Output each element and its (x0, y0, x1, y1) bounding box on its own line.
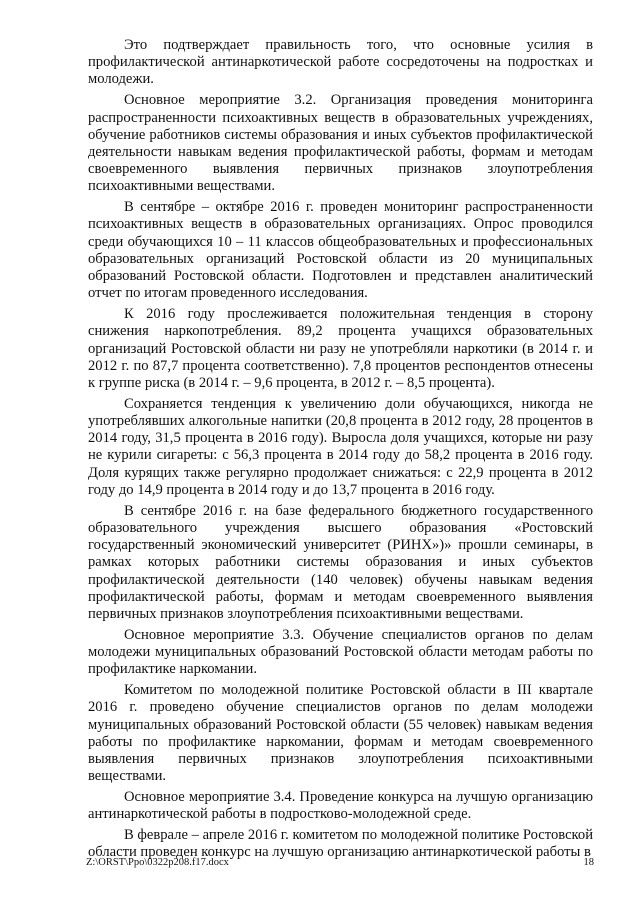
paragraph: Это подтверждает правильность того, что основные усилия в профилактической антинаркотической работе сосредоточены на подростках и молодежи. (88, 37, 593, 88)
paragraph: Сохраняется тенденция к увеличению доли обучающихся, никогда не употреблявших алкогольные напитки (20,8 процента в 2012 году, 28 процентов в 2014 году, 31,5 процента в 2016 году). Выросла доля учащихся, которые ни разу не курили сигареты: с 56,3 процента в 2014 году до 58,2 процента в 2016 году. Доля курящих также регулярно продолжает снижаться: с 22,9 процента в 2012 году до 14,9 процента в 2014 году и до 13,7 процента в 2016 году. (88, 395, 593, 498)
footer-file-path: Z:\ORST\Ppo\0322p208.f17.docx (86, 857, 229, 868)
paragraph: Основное мероприятие 3.3. Обучение специалистов органов по делам молодежи муниципальных образований Ростовской области методам работы по профилактике наркомании. (88, 626, 593, 678)
paragraph: В феврале – апреле 2016 г. комитетом по молодежной политике Ростовской области проведен конкурс на лучшую организацию антинаркотической работы в (88, 827, 593, 861)
document-body (88, 37, 593, 865)
paragraph: В сентябре – октябре 2016 г. проведен мониторинг распространенности психоактивных веществ в образовательных организациях. Опрос проводился среди обучающихся 10 – 11 классов общеобразовательных и профессиональных образовательных организаций Ростовской области из 20 муниципальных образований Ростовской области. Подготовлен и представлен аналитический отчет по итогам проведенного исследования. (88, 199, 593, 302)
paragraph: К 2016 году прослеживается положительная тенденция в сторону снижения наркопотребления. 89,2 процента учащихся образовательных организаций Ростовской области ни разу не употребляли наркотики (в 2014 г. и 2012 г. по 87,7 процента соответственно). 7,8 процентов респондентов отнесены к группе риска (в 2014 г. – 9,6 процента, в 2012 г. – 8,5 процента). (88, 306, 593, 391)
paragraph: Комитетом по молодежной политике Ростовской области в III квартале 2016 г. проведено обучение специалистов органов по делам молодежи муниципальных образований Ростовской области (55 человек) навыкам ведения работы по профилактике наркомании, формам и методам своевременного выявления первичных признаков злоупотребления психоактивными веществами. (88, 682, 593, 785)
paragraph: В сентябре 2016 г. на базе федерального бюджетного государственного образовательного учреждения высшего образования «Ростовский государственный экономический университет (РИНХ»)» прошли семинары, в рамках которых работники системы образования и иных субъектов профилактической деятельности (140 человек) обучены навыкам ведения профилактической работы, формам и методам своевременного выявления первичных признаков злоупотребления психоактивными веществами. (88, 502, 593, 622)
paragraph: Основное мероприятие 3.4. Проведение конкурса на лучшую организацию антинаркотической работы в подростково-молодежной среде. (88, 789, 593, 823)
page-number: 18 (583, 857, 594, 868)
paragraph: Основное мероприятие 3.2. Организация проведения мониторинга распространенности психоактивных веществ в образовательных учреждениях, обучение работников системы образования и иных субъектов профилактической деятельности навыкам ведения профилактической работы, формам и методам своевременного выявления первичных признаков злоупотребления психоактивными веществами. (88, 92, 593, 195)
page-footer (86, 857, 594, 868)
